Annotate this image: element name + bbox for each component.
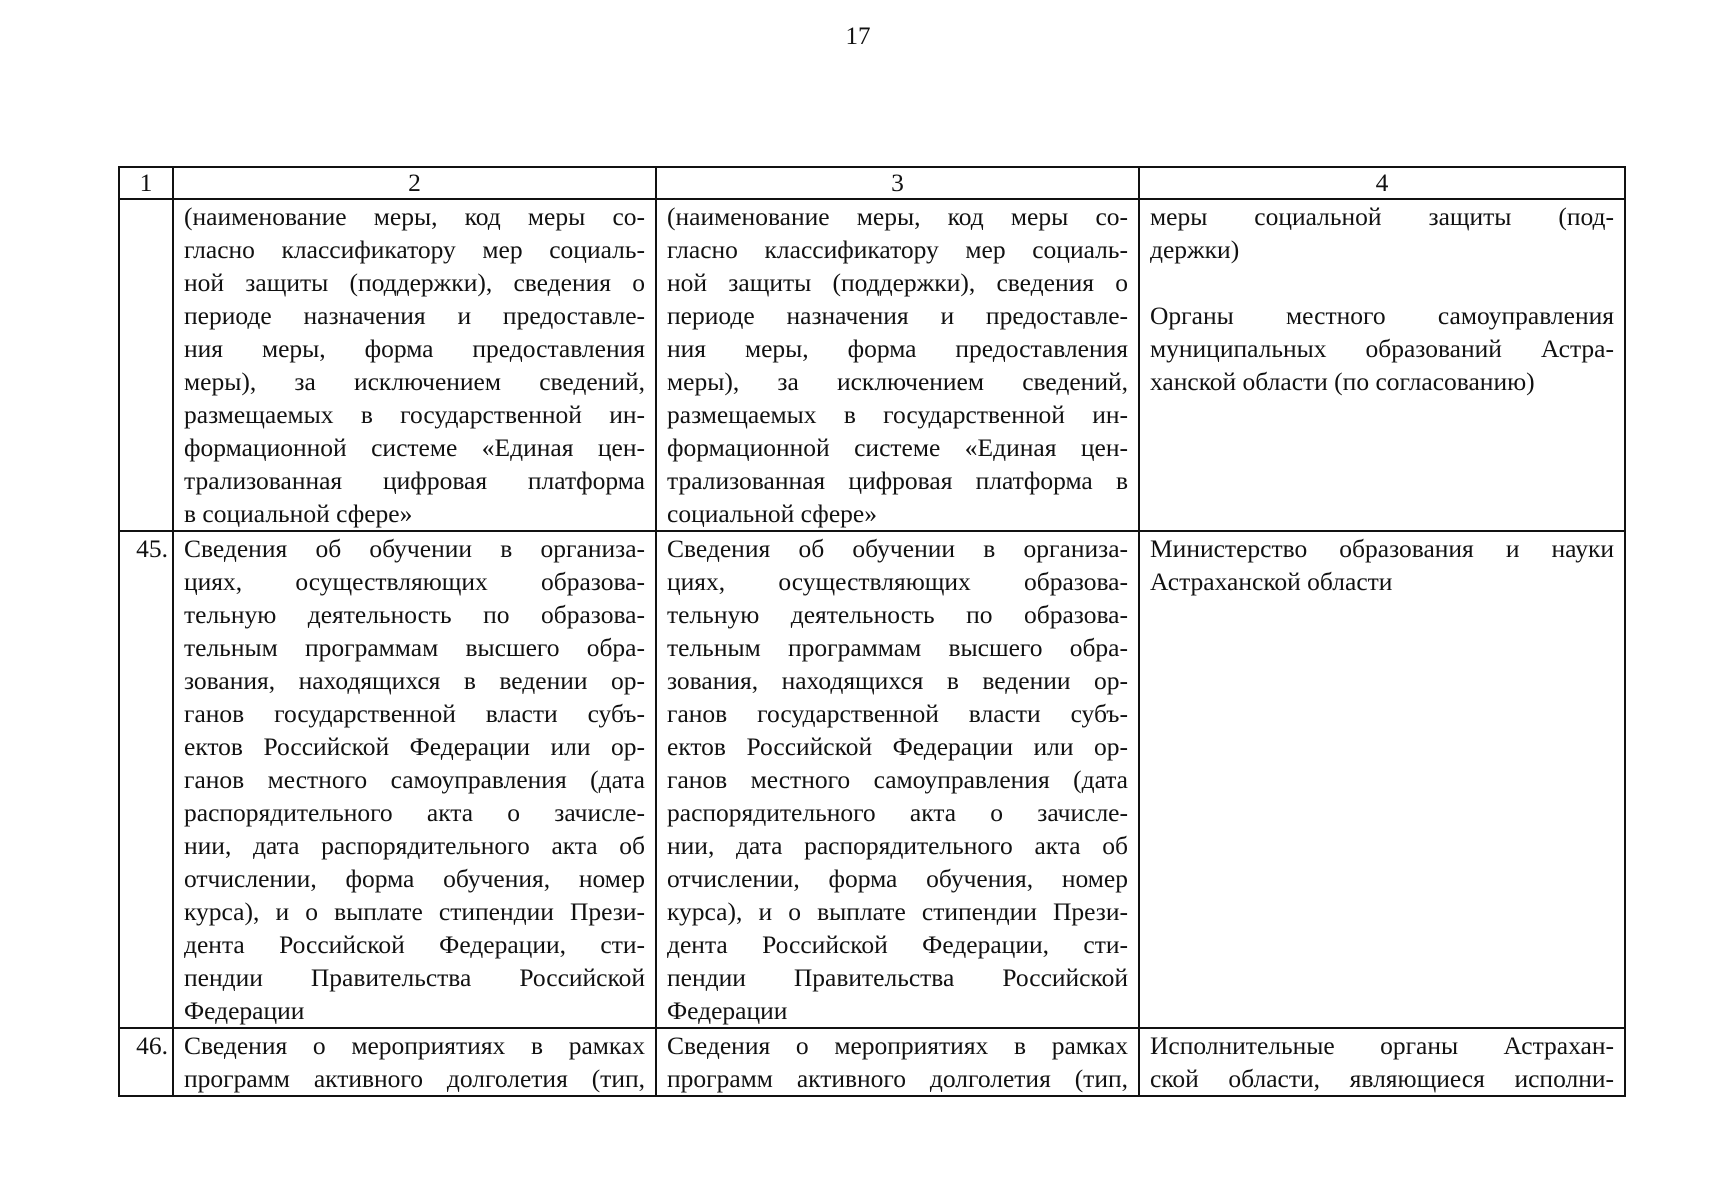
text-line: периоде назначения и предоставле-	[667, 301, 1128, 330]
text-line: тельную деятельность по образова-	[667, 600, 1128, 629]
text-line: ганов государственной власти субъ-	[184, 699, 645, 728]
data-category-cell	[173, 531, 656, 1028]
data-composition-cell	[656, 1028, 1139, 1096]
text-line: муниципальных образований Астра-	[1150, 334, 1614, 363]
text-line: трализованная цифровая платформа в	[667, 466, 1128, 495]
text-line: Федерации	[667, 996, 788, 1025]
text-line: формационной системе «Единая цен-	[667, 433, 1128, 462]
text-line: Сведения о мероприятиях в рамках	[667, 1031, 1128, 1060]
text-line: зования, находящихся в ведении ор-	[184, 666, 645, 695]
data-category-cell	[173, 199, 656, 531]
text-line: ной защиты (поддержки), сведения о	[667, 268, 1128, 297]
text-line: дента Российской Федерации, сти-	[667, 930, 1128, 959]
text-line: Исполнительные органы Астрахан-	[1150, 1031, 1614, 1060]
data-category-cell	[173, 1028, 656, 1096]
text-line: циях, осуществляющих образова-	[184, 567, 645, 596]
text-line: Федерации	[184, 996, 305, 1025]
text-line: зования, находящихся в ведении ор-	[667, 666, 1128, 695]
row-number: 46.	[119, 1028, 173, 1096]
text-line: дента Российской Федерации, сти-	[184, 930, 645, 959]
text-line: тельным программам высшего обра-	[667, 633, 1128, 662]
text-line: ектов Российской Федерации или ор-	[184, 732, 645, 761]
page-number: 17	[845, 23, 871, 50]
text-line: периоде назначения и предоставле-	[184, 301, 645, 330]
data-table	[118, 166, 1626, 1097]
text-line: держки)	[1150, 235, 1240, 264]
text-line: распорядительного акта о зачисле-	[667, 798, 1128, 827]
text-line: в социальной сфере»	[184, 499, 413, 528]
responsible-body-cell	[1139, 1028, 1625, 1096]
paragraph-gap	[1150, 266, 1614, 299]
text-line: социальной сфере»	[667, 499, 877, 528]
column-number-3: 3	[656, 167, 1139, 199]
text-line: гласно классификатору мер социаль-	[667, 235, 1128, 264]
column-number-4: 4	[1139, 167, 1625, 199]
responsible-body-cell	[1139, 199, 1625, 531]
text-line: тельным программам высшего обра-	[184, 633, 645, 662]
text-line: ектов Российской Федерации или ор-	[667, 732, 1128, 761]
data-composition-cell	[656, 531, 1139, 1028]
text-line: Органы местного самоуправления	[1150, 301, 1614, 330]
text-line: программ активного долголетия (тип,	[184, 1064, 645, 1093]
text-line: гласно классификатору мер социаль-	[184, 235, 645, 264]
text-line: курса), и о выплате стипендии Прези-	[667, 897, 1128, 926]
row-number: 45.	[119, 531, 173, 1028]
text-line: Министерство образования и науки	[1150, 534, 1614, 563]
text-line: Сведения об обучении в организа-	[184, 534, 645, 563]
column-number-header-row	[119, 167, 1625, 199]
column-number-2: 2	[173, 167, 656, 199]
text-line: ной защиты (поддержки), сведения о	[184, 268, 645, 297]
text-line: размещаемых в государственной ин-	[184, 400, 645, 429]
table-row	[119, 1028, 1625, 1096]
text-line: ния меры, форма предоставления	[667, 334, 1128, 363]
text-line: нии, дата распорядительного акта об	[667, 831, 1128, 860]
text-line: меры), за исключением сведений,	[667, 367, 1128, 396]
text-line: программ активного долголетия (тип,	[667, 1064, 1128, 1093]
text-line: нии, дата распорядительного акта об	[184, 831, 645, 860]
text-line: размещаемых в государственной ин-	[667, 400, 1128, 429]
text-line: пендии Правительства Российской	[667, 963, 1128, 992]
text-line: курса), и о выплате стипендии Прези-	[184, 897, 645, 926]
text-line: распорядительного акта о зачисле-	[184, 798, 645, 827]
column-number-1: 1	[119, 167, 173, 199]
text-line: ской области, являющиеся исполни-	[1150, 1064, 1614, 1093]
text-line: Астраханской области	[1150, 567, 1393, 596]
text-line: (наименование меры, код меры со-	[184, 202, 645, 231]
text-line: меры социальной защиты (под-	[1150, 202, 1614, 231]
text-line: отчислении, форма обучения, номер	[184, 864, 645, 893]
text-line: ганов государственной власти субъ-	[667, 699, 1128, 728]
text-line: меры), за исключением сведений,	[184, 367, 645, 396]
text-line: ния меры, форма предоставления	[184, 334, 645, 363]
data-composition-cell	[656, 199, 1139, 531]
text-line: формационной системе «Единая цен-	[184, 433, 645, 462]
text-line: Сведения о мероприятиях в рамках	[184, 1031, 645, 1060]
text-line: тельную деятельность по образова-	[184, 600, 645, 629]
text-line: отчислении, форма обучения, номер	[667, 864, 1128, 893]
table-row	[119, 199, 1625, 531]
text-line: Сведения об обучении в организа-	[667, 534, 1128, 563]
table-row	[119, 531, 1625, 1028]
text-line: пендии Правительства Российской	[184, 963, 645, 992]
text-line: циях, осуществляющих образова-	[667, 567, 1128, 596]
text-line: (наименование меры, код меры со-	[667, 202, 1128, 231]
text-line: трализованная цифровая платформа	[184, 466, 645, 495]
text-line: ганов местного самоуправления (дата	[667, 765, 1128, 794]
text-line: ханской области (по согласованию)	[1150, 367, 1535, 396]
text-line: ганов местного самоуправления (дата	[184, 765, 645, 794]
responsible-body-cell	[1139, 531, 1625, 1028]
row-number	[119, 199, 173, 531]
